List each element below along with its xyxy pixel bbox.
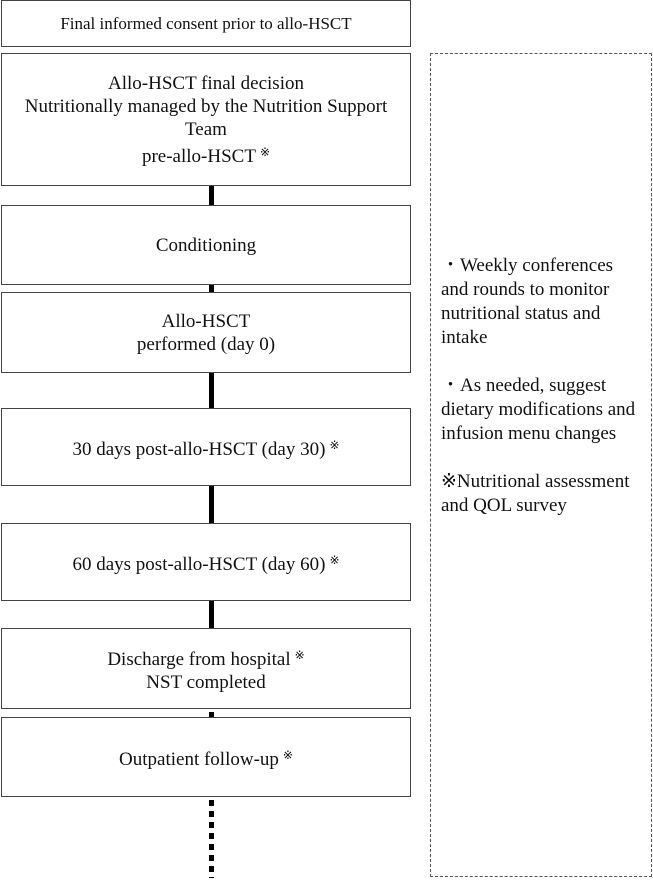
step-text: NST completed bbox=[146, 671, 266, 693]
step-text: Outpatient follow-up bbox=[119, 748, 279, 770]
step-final-consent bbox=[1, 0, 411, 47]
step-conditioning bbox=[1, 205, 411, 285]
step-text: Discharge from hospital bbox=[107, 648, 291, 670]
side-notes-box bbox=[430, 53, 652, 877]
step-final-decision bbox=[1, 53, 411, 186]
step-allo-hsct bbox=[1, 292, 411, 373]
connector bbox=[209, 373, 214, 408]
side-note: ※Nutritional assessment and QOL survey bbox=[441, 471, 630, 516]
step-day-60 bbox=[1, 523, 411, 601]
step-text: Nutritionally managed by the Nutrition Support Team bbox=[24, 95, 388, 140]
reference-mark: ※ bbox=[282, 747, 293, 762]
side-note: ・Weekly conferences and rounds to monitor nutritional status and intake bbox=[441, 255, 614, 348]
step-text: pre-allo-HSCT bbox=[141, 145, 256, 167]
connector bbox=[209, 186, 214, 205]
step-text: Allo-HSCT bbox=[161, 310, 251, 332]
connector bbox=[209, 486, 214, 523]
step-text: Final informed consent prior to allo-HSCT bbox=[60, 14, 352, 33]
reference-mark: ※ bbox=[329, 552, 340, 567]
step-text: performed (day 0) bbox=[136, 333, 276, 355]
step-text: 60 days post-allo-HSCT (day 60) bbox=[72, 553, 326, 575]
step-text: 30 days post-allo-HSCT (day 30) bbox=[72, 438, 326, 460]
step-discharge bbox=[1, 628, 411, 709]
connector bbox=[209, 601, 214, 629]
reference-mark: ※ bbox=[259, 144, 271, 159]
reference-mark: ※ bbox=[294, 647, 305, 662]
reference-mark: ※ bbox=[329, 437, 340, 452]
step-day-30 bbox=[1, 408, 411, 486]
dotted-continuation bbox=[209, 800, 214, 878]
side-note: ・As needed, suggest dietary modifications and infusion menu changes bbox=[441, 375, 636, 444]
step-text: Allo-HSCT final decision bbox=[108, 72, 304, 94]
step-outpatient bbox=[1, 717, 411, 797]
step-text: Conditioning bbox=[155, 234, 257, 256]
connector bbox=[209, 285, 214, 292]
